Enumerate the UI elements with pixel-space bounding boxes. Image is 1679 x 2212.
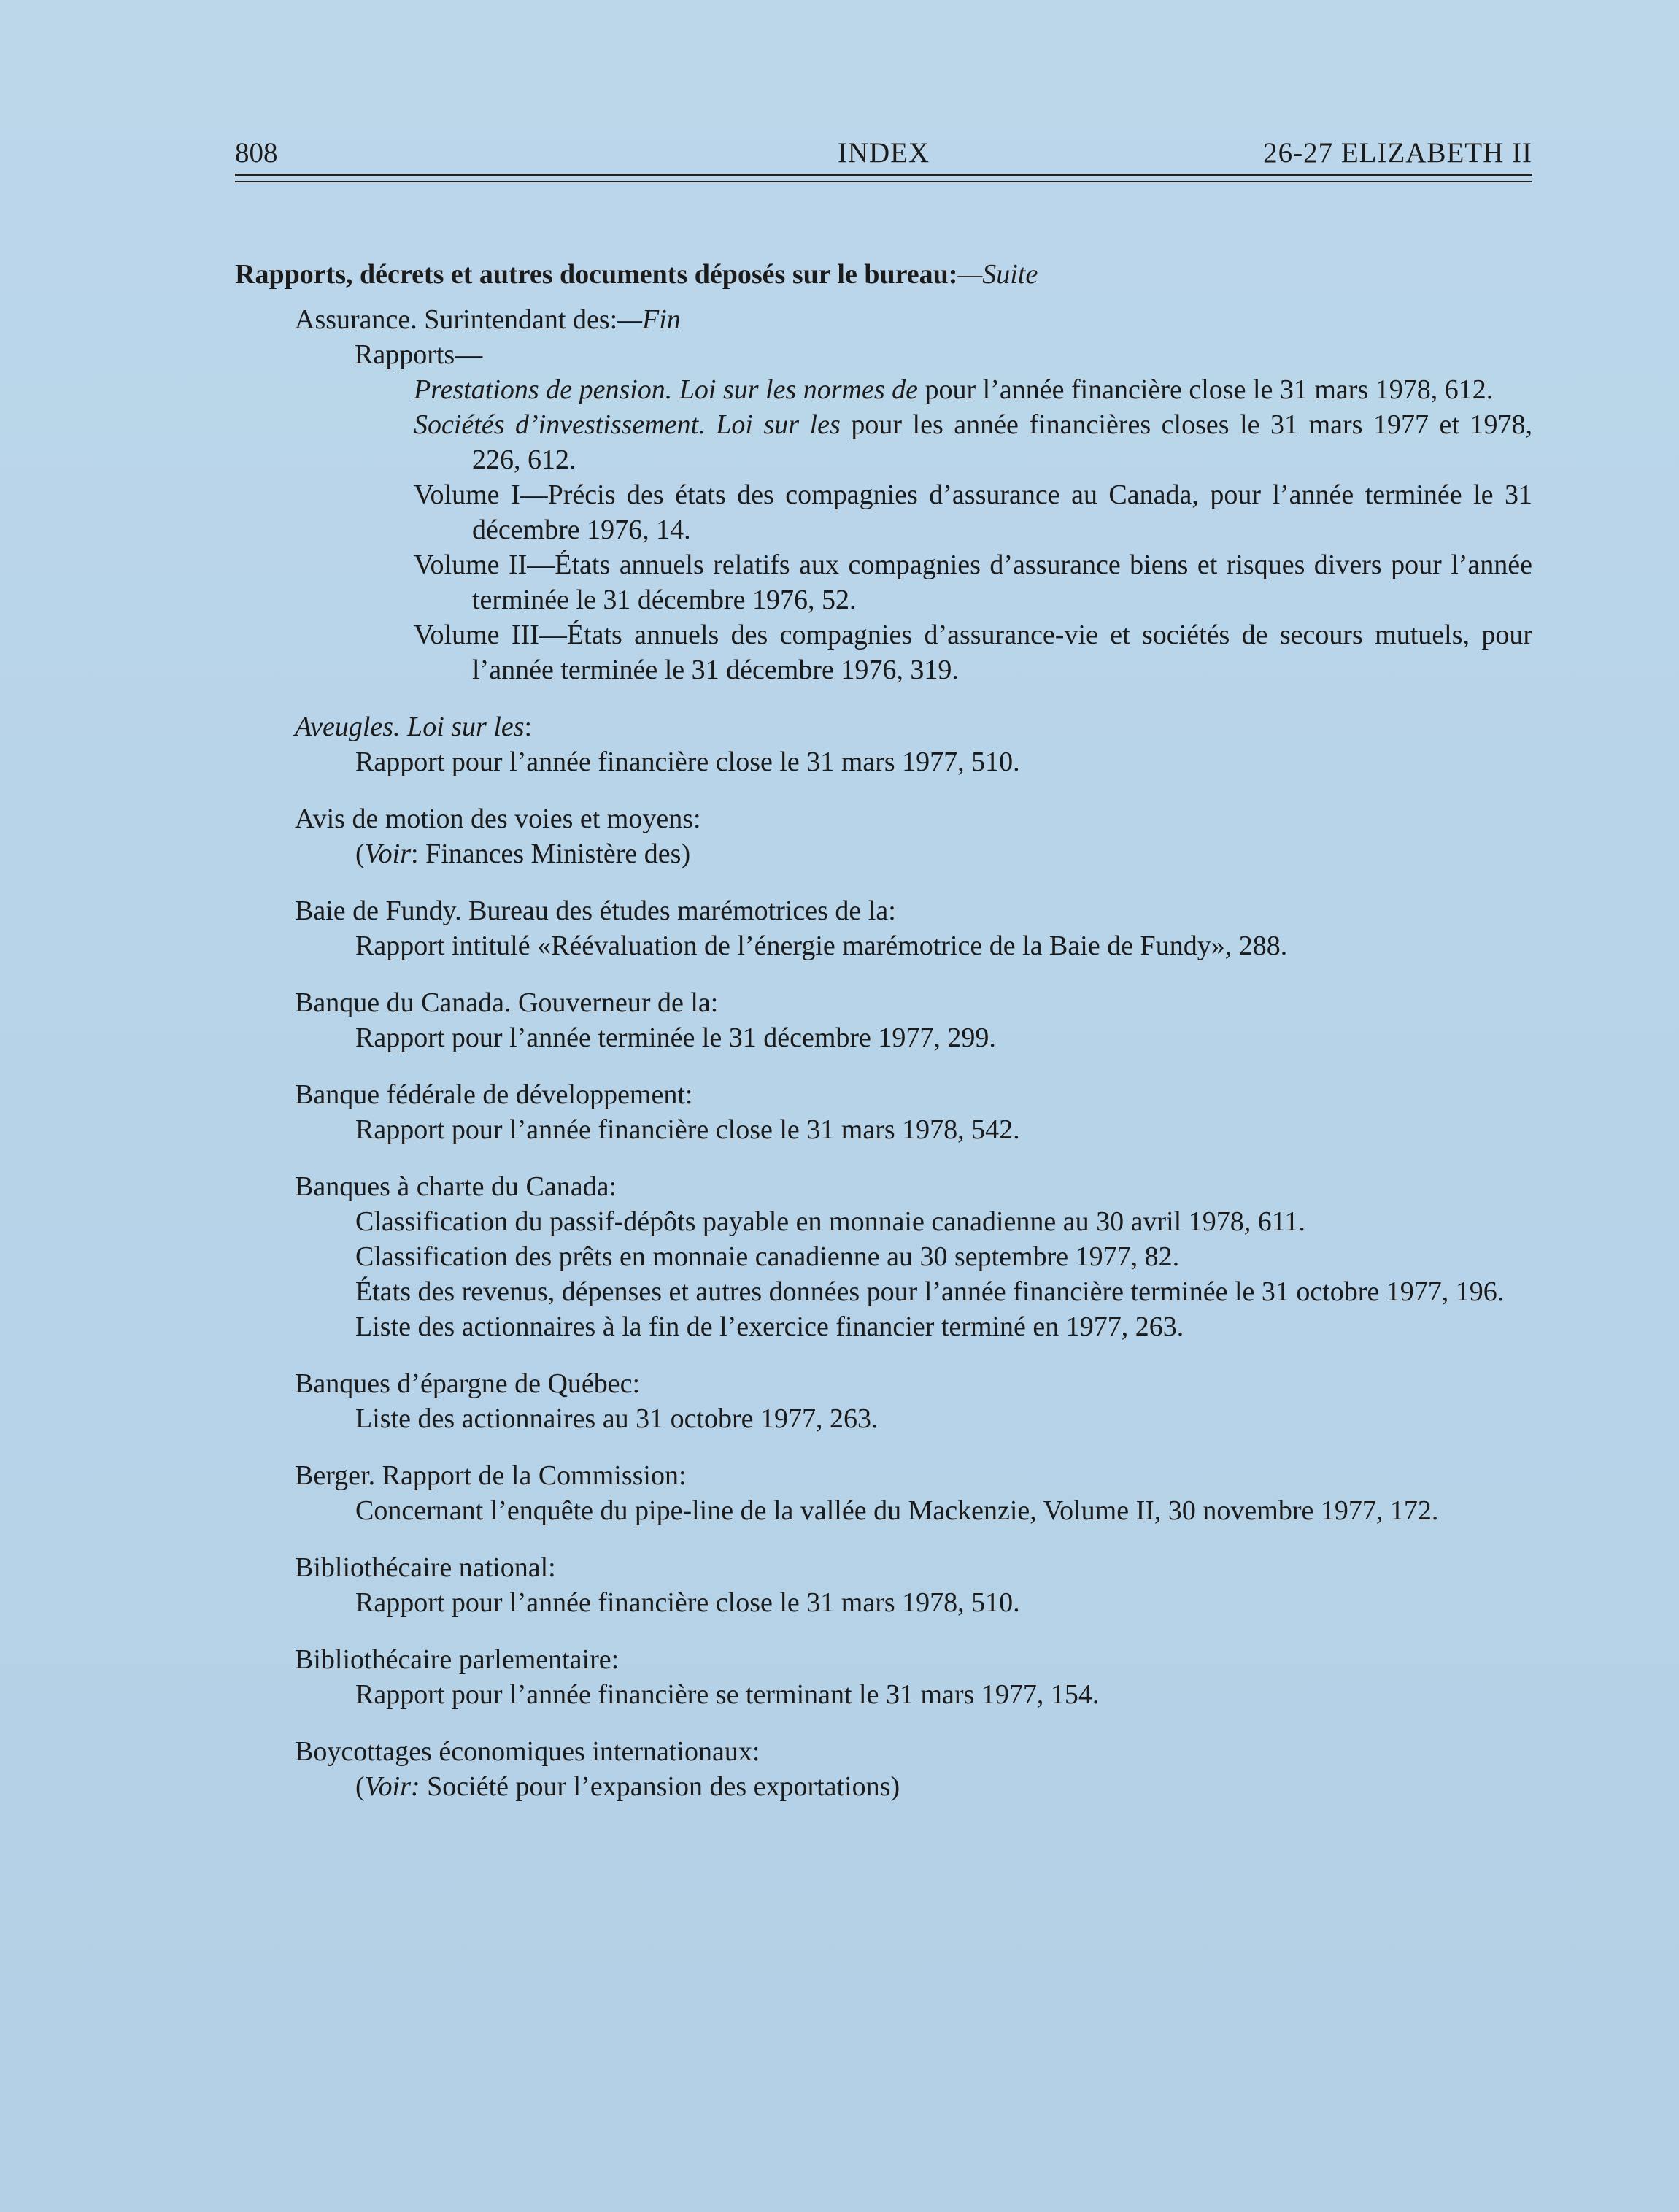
entry-fundy	[235, 893, 1532, 963]
entry-label	[235, 302, 1532, 337]
entry-label: Boycottages économiques internationaux:	[295, 1736, 760, 1767]
sub-entry-text: pour l’année financière close le 31 mars 1978, 612.	[918, 374, 1494, 405]
sub-entry-text: pour les année financières closes le 31 mars 1977 et 1978, 226, 612.	[472, 409, 1532, 475]
page-number: 808	[235, 137, 278, 169]
entry-label: Banques à charte du Canada:	[295, 1171, 617, 1202]
running-title: INDEX	[837, 137, 930, 169]
sub-entry: Classification du passif-dépôts payable en monnaie canadienne au 30 avril 1978, 611.	[355, 1206, 1305, 1237]
see-word: Voir:	[364, 1771, 420, 1802]
sub-entry: Volume II—États annuels relatifs aux compagnies d’assurance biens et risques divers pour l’année terminée le 31 décembre 1976, 52.	[414, 550, 1532, 615]
entry-banque-federale	[235, 1077, 1532, 1147]
sub-heading: Rapports—	[355, 339, 483, 370]
entry-label-colon: :	[524, 712, 533, 742]
sub-entry	[235, 372, 1532, 407]
section-heading-suite: —Suite	[957, 259, 1038, 290]
sub-entry: Classification des prêts en monnaie canadienne au 30 septembre 1977, 82.	[355, 1241, 1180, 1272]
see-text: Société pour l’expansion des exportations)	[420, 1771, 900, 1802]
entry-label: Avis de motion des voies et moyens:	[295, 804, 701, 834]
entry-aveugles	[235, 709, 1532, 779]
entry-label: Bibliothécaire national:	[295, 1552, 556, 1583]
sub-entry: Liste des actionnaires au 31 octobre 1977, 263.	[355, 1403, 879, 1434]
sub-entry: Rapport intitulé «Réévaluation de l’énergie marémotrice de la Baie de Fundy», 288.	[355, 930, 1288, 961]
sub-entry-italic: Sociétés d’investissement. Loi sur les	[414, 409, 841, 440]
entry-banques-charte	[235, 1169, 1532, 1344]
entry-boycottages	[235, 1734, 1532, 1804]
entry-label	[235, 709, 1532, 744]
header-rule-bottom	[235, 181, 1532, 182]
entry-label-italic: Aveugles. Loi sur les	[295, 712, 525, 742]
sub-entry: États des revenus, dépenses et autres données pour l’année financière terminée le 31 octobre 1977, 196.	[355, 1276, 1505, 1307]
entry-label: Berger. Rapport de la Commission:	[295, 1460, 687, 1491]
entry-banques-epargne	[235, 1366, 1532, 1436]
sub-entry	[235, 407, 1532, 477]
entry-berger	[235, 1458, 1532, 1528]
sub-entry: Liste des actionnaires à la fin de l’exercice financier terminé en 1977, 263.	[355, 1311, 1184, 1342]
index-content	[235, 257, 1532, 1804]
sub-entry: Concernant l’enquête du pipe-line de la vallée du Mackenzie, Volume II, 30 novembre 1977, 172.	[355, 1495, 1439, 1526]
sub-entry-italic: Prestations de pension. Loi sur les normes de	[414, 374, 919, 405]
entry-label: Baie de Fundy. Bureau des études marémotrices de la:	[295, 895, 896, 926]
sub-entry: Rapport pour l’année terminée le 31 décembre 1977, 299.	[355, 1022, 996, 1053]
entry-label: Bibliothécaire parlementaire:	[295, 1644, 620, 1675]
entry-label: Banque du Canada. Gouverneur de la:	[295, 987, 719, 1018]
page-header	[235, 131, 1532, 175]
entry-biblio-national	[235, 1550, 1532, 1620]
session-label: 26-27 ELIZABETH II	[1263, 137, 1532, 169]
sub-entry: Rapport pour l’année financière se terminant le 31 mars 1977, 154.	[355, 1679, 1100, 1710]
see-reference	[235, 1769, 1532, 1804]
entry-label-text: Assurance. Surintendant des:	[295, 304, 618, 335]
entry-label-fin: —Fin	[617, 304, 681, 335]
entry-label: Banque fédérale de développement:	[295, 1079, 693, 1110]
sub-entry: Volume I—Précis des états des compagnies d’assurance au Canada, pour l’année terminée le 31 décembre 1976, 14.	[414, 479, 1532, 545]
see-text: : Finances Ministère des)	[411, 839, 691, 869]
see-reference	[235, 836, 1532, 871]
entry-banque-canada	[235, 985, 1532, 1055]
entry-avis	[235, 801, 1532, 871]
sub-entry: Rapport pour l’année financière close le 31 mars 1978, 510.	[355, 1587, 1020, 1618]
see-word: Voir	[364, 839, 412, 869]
entry-label: Banques d’épargne de Québec:	[295, 1368, 641, 1399]
entry-assurance	[235, 302, 1532, 687]
sub-entry: Rapport pour l’année financière close le 31 mars 1977, 510.	[355, 747, 1020, 777]
sub-entry: Rapport pour l’année financière close le 31 mars 1978, 542.	[355, 1114, 1020, 1145]
see-open: (	[355, 839, 365, 869]
header-rule-top	[235, 174, 1532, 176]
section-heading-text: Rapports, décrets et autres documents déposés sur le bureau:	[235, 259, 958, 290]
sub-entry: Volume III—États annuels des compagnies d’assurance-vie et sociétés de secours mutuels, pour l’année terminée le 31 décembre 1976, 319.	[414, 620, 1532, 685]
section-heading	[235, 257, 1532, 292]
entry-biblio-parl	[235, 1642, 1532, 1712]
see-open: (	[355, 1771, 365, 1802]
